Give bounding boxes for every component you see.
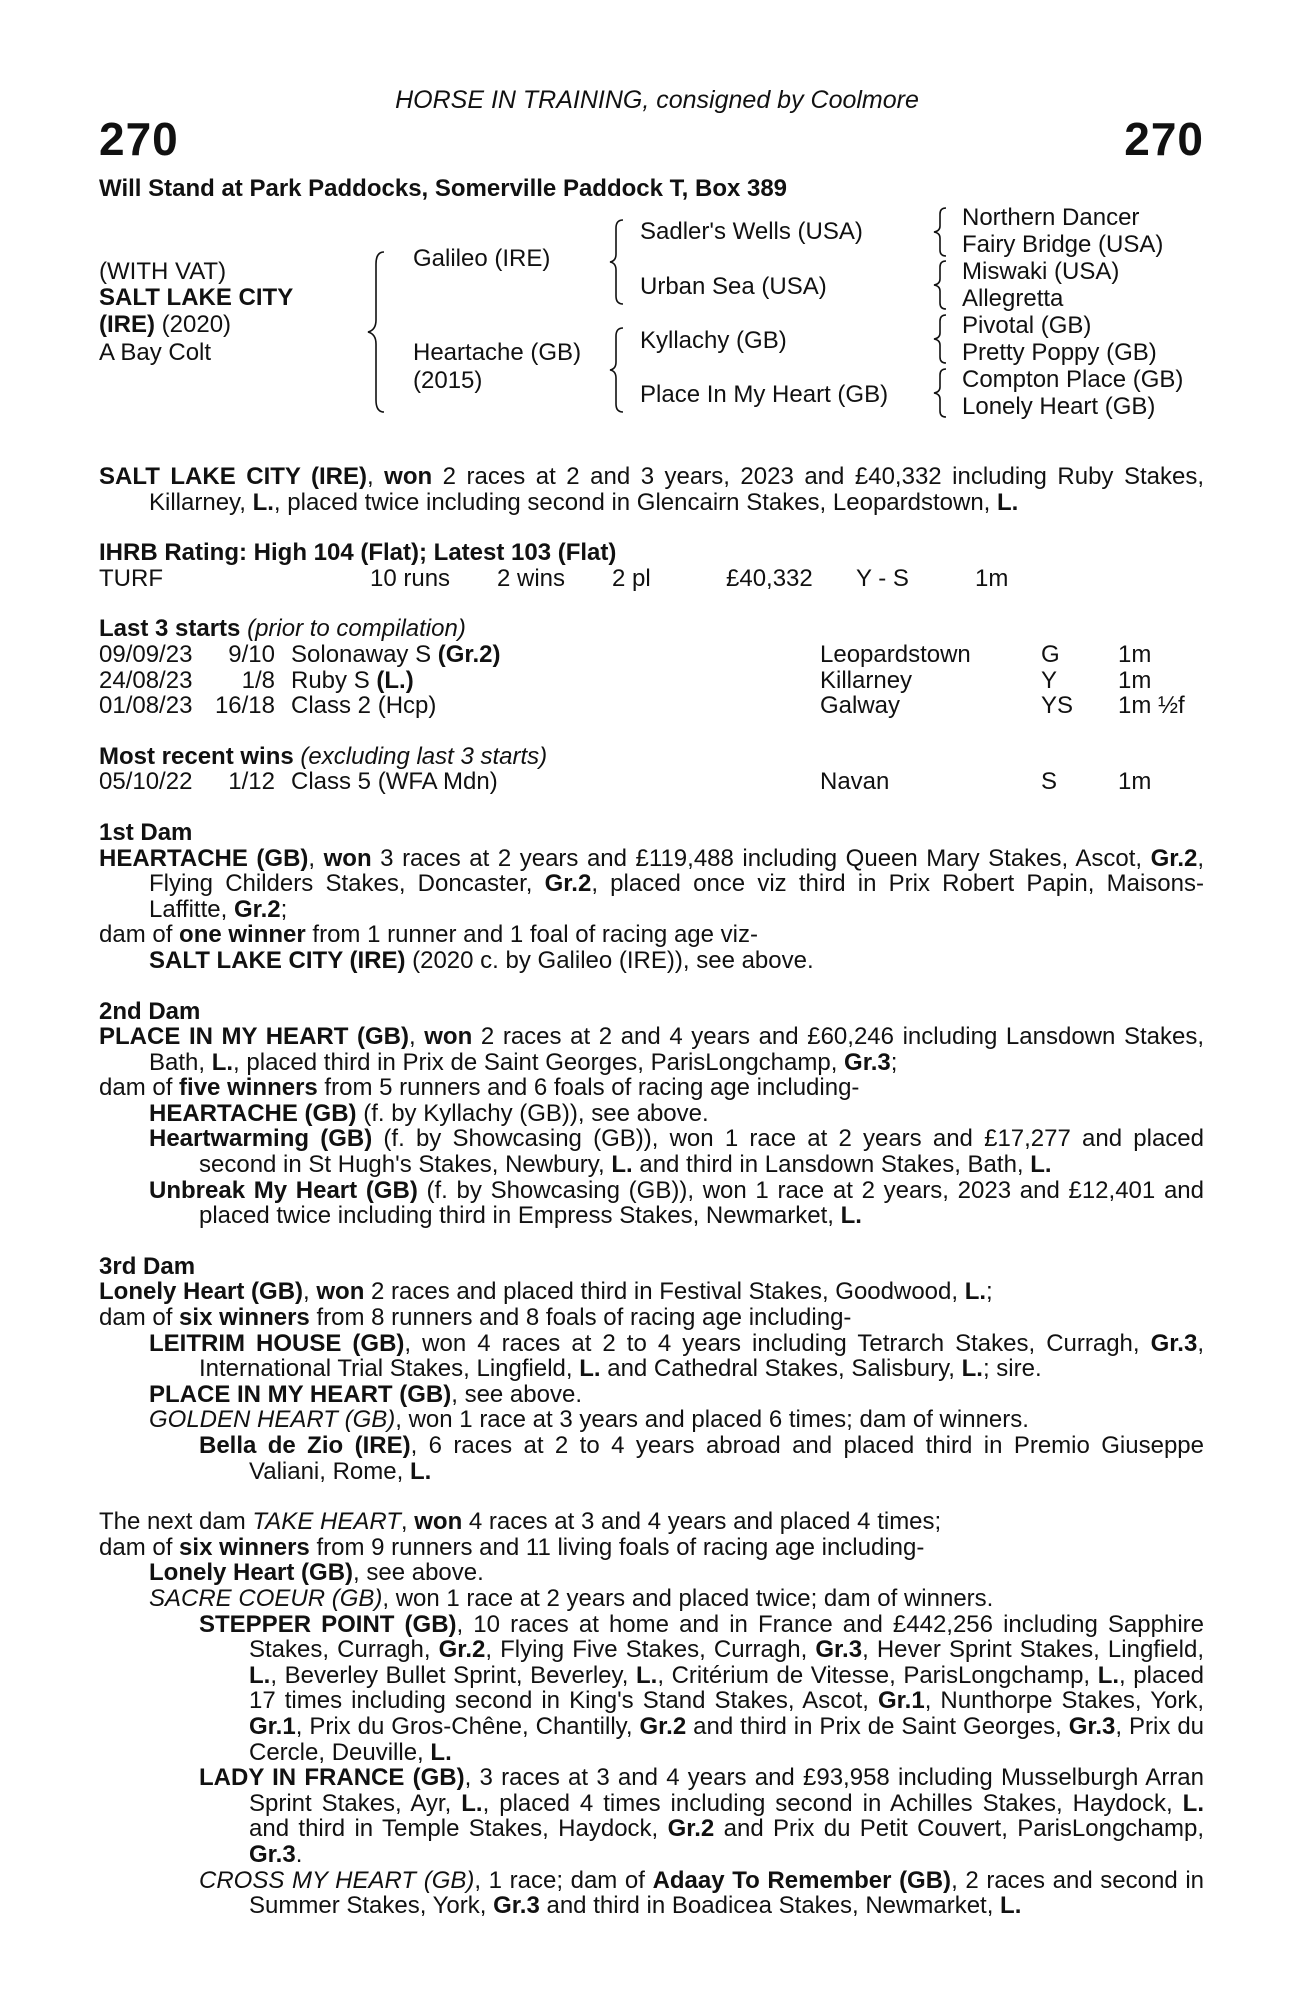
consigned-line: HORSE IN TRAINING, consigned by Coolmore — [395, 86, 919, 114]
won-label: won — [316, 1278, 365, 1306]
grade-label: Gr.2 — [544, 870, 592, 898]
grade-label: Gr.1 — [878, 1687, 925, 1715]
win-position: 1/12 — [228, 768, 275, 796]
record-text: 3 races at 2 years and £119,488 including Queen Mary Stakes, Ascot, — [371, 844, 1151, 872]
gen3-ancestor: Pretty Poppy (GB) — [962, 339, 1157, 366]
sire-name: Galileo (IRE) — [413, 245, 551, 272]
horse-name-line2 — [99, 311, 231, 339]
vat-label: (WITH VAT) — [99, 258, 227, 285]
win-date: 05/10/22 — [99, 768, 193, 796]
brace-g3-2 — [932, 259, 950, 311]
next-dam-produce — [99, 1535, 1204, 1561]
grade-label: Gr.3 — [1068, 1712, 1116, 1740]
won-label: won — [414, 1508, 463, 1536]
next-dam-grandchild — [99, 1765, 1204, 1867]
grandchild-text: and third in Boadicea Stakes, Newmarket, — [539, 1892, 1001, 1920]
next-dam-record — [99, 1509, 1204, 1535]
grandchild-text: , Beverley Bullet Sprint, Beverley, — [270, 1661, 636, 1689]
recent-title: Most recent wins — [99, 742, 294, 770]
grade-label: Gr.2 — [639, 1712, 687, 1740]
produce-text: from 9 runners and 11 living foals of racing age including- — [309, 1533, 925, 1561]
gen3-ancestor: Pivotal (GB) — [962, 312, 1092, 339]
listed-label: L. — [579, 1355, 601, 1383]
grandchild-text: , 2 races and second in Summer Stakes, York, — [249, 1866, 1205, 1920]
start-going: G — [1041, 640, 1060, 668]
race-name: Ruby S — [291, 666, 377, 694]
grandchild-text: , Nunthorpe Stakes, York, — [924, 1687, 1205, 1715]
start-date: 24/08/23 — [99, 666, 193, 694]
win-course: Navan — [820, 768, 890, 796]
second-dam-record: PLACE IN MY HEART (GB), won 2 races at 2 and 4 years and £60,246 including Lansdown Stakes, Bath, L., placed third in Prix de Saint Georges, ParisLongchamp, Gr.3; — [99, 1023, 1204, 1076]
listed-label: L. — [611, 1151, 633, 1179]
start-date: 09/09/23 — [99, 640, 193, 668]
horse-description: A Bay Colt — [99, 339, 212, 366]
rating-distance: 1m — [975, 564, 1009, 592]
grade-label: Gr.3 — [493, 1892, 540, 1920]
summary-text: 2 races at 2 and 3 years, 2023 and £40,332 including Ruby Stakes, Killarney, — [149, 463, 1204, 516]
grandchild-text: , Prix du Gros-Chêne, Chantilly, — [295, 1712, 640, 1740]
third-dam-heading: 3rd Dam — [99, 1252, 196, 1280]
race-name: Solonaway S — [291, 640, 438, 668]
listed-label: L. — [964, 1278, 987, 1306]
win-going: S — [1041, 768, 1058, 796]
listed-label: L. — [1182, 1789, 1204, 1817]
child-name: Lonely Heart (GB) — [149, 1559, 354, 1587]
child-text: (f. by Showcasing (GB)), won 1 race at 2 years, 2023 and £12,401 and placed twice including third in Empress Stakes, Newmarket, — [199, 1176, 1204, 1230]
sire-dam: Urban Sea (USA) — [640, 273, 827, 300]
listed-label: L. — [409, 1457, 432, 1485]
brace-dam — [608, 326, 628, 414]
gen3-ancestor: Allegretta — [962, 285, 1064, 312]
winners-count: five winners — [179, 1074, 318, 1102]
second-dam-produce — [99, 1075, 1204, 1101]
start-row — [99, 668, 1204, 694]
listed-label: L. — [961, 1355, 983, 1383]
brace-g3-3 — [932, 313, 950, 365]
child-text: (f. by Showcasing (GB)), won 1 race at 2 years and £17,277 and placed second in St Hugh's Stakes, Newbury, — [199, 1125, 1205, 1179]
listed-label: L. — [1030, 1151, 1052, 1179]
child-text: , International Trial Stakes, Lingfield, — [199, 1329, 1204, 1383]
race-grade: (Gr.2) — [437, 640, 501, 668]
record-text: ; — [280, 895, 288, 923]
last3-heading — [99, 616, 1204, 642]
great-grandchild-name: Adaay To Remember (GB) — [652, 1866, 952, 1894]
grandchild-text: , Critérium de Vitesse, ParisLongchamp, — [657, 1661, 1098, 1689]
record-text: , placed once viz third in Prix Robert Papin, Maisons-Laffitte, — [149, 870, 1204, 923]
grandchild-name: CROSS MY HEART (GB) — [199, 1866, 475, 1894]
dam-name: Lonely Heart (GB) — [99, 1278, 304, 1306]
record-text: 2 races and placed third in Festival Stakes, Goodwood, — [364, 1278, 965, 1306]
start-distance: 1m — [1118, 640, 1152, 668]
start-going: Y — [1041, 666, 1058, 694]
produce-text: dam of — [99, 1074, 180, 1102]
grandchild-text: . — [295, 1840, 303, 1868]
produce-text: dam of — [99, 1533, 180, 1561]
winners-count: one winner — [179, 921, 306, 949]
grandchild-name: LADY IN FRANCE (GB) — [199, 1764, 465, 1792]
listed-label: L. — [249, 1661, 271, 1689]
win-race: Class 5 (WFA Mdn) — [291, 768, 498, 796]
start-race: Class 2 (Hcp) — [291, 692, 437, 720]
grade-label: Gr.3 — [1150, 1329, 1198, 1357]
grandchild-text: , placed 17 times including second in King's Stand Stakes, Ascot, — [249, 1661, 1205, 1715]
listed-label: L. — [1097, 1661, 1120, 1689]
child-name: Unbreak My Heart (GB) — [149, 1176, 418, 1204]
start-going: YS — [1041, 692, 1074, 720]
first-dam-produce — [99, 922, 1204, 948]
second-dam-child — [99, 1101, 1204, 1127]
grade-label: Gr.1 — [249, 1712, 296, 1740]
listed-label: L. — [430, 1738, 452, 1766]
won-label: won — [323, 844, 372, 872]
summary-horse-name: SALT LAKE CITY (IRE) — [99, 463, 367, 490]
dam-name: TAKE HEART — [252, 1508, 401, 1536]
recent-note: (excluding last 3 starts) — [300, 742, 548, 770]
second-dam-child — [99, 1126, 1204, 1177]
second-dam-child — [99, 1178, 1204, 1229]
dam-year: (2015) — [413, 367, 483, 394]
third-dam-child — [99, 1407, 1204, 1433]
record-text: , Flying Childers Stakes, Doncaster, — [149, 844, 1205, 898]
horse-year: (2020) — [161, 311, 232, 338]
start-course: Galway — [820, 692, 901, 720]
lot-number-right: 270 — [1124, 113, 1204, 165]
child-text: ; sire. — [982, 1355, 1042, 1383]
horse-summary: SALT LAKE CITY (IRE), won 2 races at 2 and 3 years, 2023 and £40,332 including Ruby Stakes, Killarney, L., placed twice including second in Glencairn Stakes, Leopardstown, L. — [99, 463, 1204, 516]
record-text: ; — [890, 1048, 898, 1076]
rating-heading: IHRB Rating: High 104 (Flat); Latest 103 (Flat) — [99, 539, 617, 567]
first-dam-heading: 1st Dam — [99, 818, 193, 846]
stand-line: Will Stand at Park Paddocks, Somerville Paddock T, Box 389 — [99, 175, 788, 202]
child-text: , won 1 race at 3 years and placed 6 times; dam of winners. — [395, 1406, 1029, 1434]
brace-gen1 — [366, 250, 390, 414]
race-grade: (L.) — [376, 666, 414, 694]
listed-label: L. — [840, 1202, 862, 1230]
grandchild-text: , Prix du Cercle, Deuville, — [249, 1712, 1205, 1766]
rating-wins: 2 wins — [497, 564, 566, 592]
win-row — [99, 769, 1204, 795]
grade-label: Gr.2 — [438, 1636, 486, 1664]
grade-label: Gr.3 — [815, 1636, 863, 1664]
start-distance: 1m ½f — [1118, 692, 1185, 720]
record-text: The next dam — [99, 1508, 253, 1536]
third-dam-child — [99, 1382, 1204, 1408]
third-dam-child — [99, 1331, 1204, 1382]
dam-name: PLACE IN MY HEART (GB) — [99, 1023, 409, 1051]
rating-row — [99, 566, 1204, 592]
brace-sire — [608, 218, 628, 306]
second-dam-heading: 2nd Dam — [99, 997, 201, 1025]
grandchild-text: , 3 races at 3 and 4 years and £93,958 including Musselburgh Arran Sprint Stakes, Ayr, — [249, 1764, 1204, 1817]
start-race — [291, 642, 500, 668]
dam-name: Heartache (GB) — [413, 339, 582, 366]
start-course: Leopardstown — [820, 640, 971, 668]
grandchild-name: STEPPER POINT (GB) — [199, 1610, 457, 1638]
gen3-ancestor: Miswaki (USA) — [962, 258, 1120, 285]
produce-text: from 1 runner and 1 foal of racing age viz- — [305, 921, 758, 949]
start-course: Killarney — [820, 666, 913, 694]
third-dam-grandchild — [99, 1433, 1204, 1484]
produce-text: from 8 runners and 8 foals of racing age including- — [309, 1304, 852, 1332]
grandchild-text: , 1 race; dam of — [474, 1866, 653, 1894]
produce-text: from 5 runners and 6 foals of racing age including- — [317, 1074, 860, 1102]
listed-label: L. — [252, 488, 274, 516]
grandchild-text: , 6 races at 2 to 4 years abroad and placed third in Premio Giuseppe Valiani, Rome, — [249, 1432, 1205, 1485]
child-name: PLACE IN MY HEART (GB) — [149, 1380, 452, 1408]
child-text: (2020 c. by Galileo (IRE)), see above. — [405, 946, 814, 974]
child-text: , see above. — [353, 1559, 484, 1587]
listed-label: L. — [461, 1789, 483, 1817]
child-text: , see above. — [451, 1380, 582, 1408]
listed-label: L. — [211, 1048, 234, 1076]
child-text: and Cathedral Stakes, Salisbury, — [600, 1355, 962, 1383]
brace-g3-1 — [932, 206, 950, 258]
first-dam-child — [99, 948, 1204, 974]
child-text: and third in Lansdown Stakes, Bath, — [632, 1151, 1031, 1179]
grade-label: Gr.3 — [844, 1048, 891, 1076]
produce-text: dam of — [99, 1304, 180, 1332]
rating-surface: TURF — [99, 564, 163, 592]
gen3-ancestor: Lonely Heart (GB) — [962, 393, 1156, 420]
won-label: won — [424, 1023, 473, 1051]
first-dam-record: HEARTACHE (GB), won 3 races at 2 years and £119,488 including Queen Mary Stakes, Ascot, Gr.2, Flying Childers Stakes, Doncaster, Gr.2, placed once viz third in Prix Robert Papin, Maisons-Laffitte, Gr.2; — [99, 844, 1205, 923]
horse-country: (IRE) — [99, 311, 155, 338]
grandchild-text: , 10 races at home and in France and £442,256 including Sapphire Stakes, Curragh, — [249, 1610, 1204, 1664]
grandchild-text: and third in Temple Stakes, Haydock, — [249, 1815, 668, 1843]
grandchild-text: , Flying Five Stakes, Curragh, — [485, 1636, 816, 1664]
rating-going: Y - S — [856, 564, 909, 592]
brace-g3-4 — [932, 367, 950, 419]
last3-note: (prior to compilation) — [247, 615, 466, 643]
winners-count: six winners — [179, 1533, 310, 1561]
child-text: (f. by Kyllachy (GB)), see above. — [356, 1099, 709, 1127]
record-text: 4 races at 3 and 4 years and placed 4 times; — [462, 1508, 942, 1536]
next-dam-child — [99, 1560, 1204, 1586]
grandchild-text: , placed 4 times including second in Achilles Stakes, Haydock, — [482, 1789, 1183, 1817]
won-label: won — [384, 463, 433, 490]
child-name: SACRE COEUR (GB) — [149, 1584, 383, 1612]
next-dam-grandchild — [99, 1612, 1204, 1766]
child-text: , won 1 race at 2 years and placed twice; dam of winners. — [382, 1584, 994, 1612]
lot-number-left: 270 — [99, 113, 179, 165]
dam-name: HEARTACHE (GB) — [99, 844, 309, 872]
start-position: 16/18 — [214, 692, 275, 720]
child-name: SALT LAKE CITY (IRE) — [149, 946, 406, 974]
child-name: LEITRIM HOUSE (GB) — [149, 1329, 405, 1357]
horse-name: SALT LAKE CITY — [99, 284, 294, 311]
dam-dam: Place In My Heart (GB) — [640, 381, 889, 408]
grandchild-text: and third in Prix de Saint Georges, — [686, 1712, 1069, 1740]
grandchild-name: Bella de Zio (IRE) — [199, 1432, 411, 1459]
gen3-ancestor: Fairy Bridge (USA) — [962, 231, 1164, 258]
start-row — [99, 642, 1204, 668]
third-dam-record: Lonely Heart (GB), won 2 races and placed third in Festival Stakes, Goodwood, L.; — [99, 1278, 993, 1306]
last3-title: Last 3 starts — [99, 615, 241, 643]
grandchild-text: and Prix du Petit Couvert, ParisLongchamp, — [714, 1815, 1205, 1843]
start-date: 01/08/23 — [99, 692, 193, 720]
rating-placed: 2 pl — [612, 564, 651, 592]
winners-count: six winners — [179, 1304, 310, 1332]
start-position: 9/10 — [228, 640, 275, 668]
record-text: 2 races at 2 and 4 years and £60,246 including Lansdown Stakes, Bath, — [149, 1023, 1204, 1076]
produce-text: dam of — [99, 921, 180, 949]
rating-runs: 10 runs — [370, 564, 451, 592]
rating-earnings: £40,332 — [726, 564, 813, 592]
sire-sire: Sadler's Wells (USA) — [640, 218, 863, 245]
grade-label: Gr.2 — [667, 1815, 715, 1843]
win-distance: 1m — [1118, 768, 1152, 796]
grandchild-text: , Hever Sprint Stakes, Lingfield, — [862, 1636, 1205, 1664]
grade-label: Gr.3 — [249, 1840, 296, 1868]
listed-label: L. — [1000, 1892, 1022, 1920]
start-distance: 1m — [1118, 666, 1152, 694]
record-text: ; — [986, 1278, 993, 1306]
catalogue-body — [99, 464, 1204, 1919]
child-name: HEARTACHE (GB) — [149, 1099, 357, 1127]
child-name: Heartwarming (GB) — [149, 1125, 373, 1153]
record-text: , placed third in Prix de Saint Georges, ParisLongchamp, — [233, 1048, 845, 1076]
start-race — [291, 668, 414, 694]
next-dam-grandchild — [99, 1868, 1204, 1919]
start-position: 1/8 — [241, 666, 275, 694]
record-text: , — [400, 1508, 415, 1536]
listed-label: L. — [636, 1661, 658, 1689]
recent-wins-heading — [99, 744, 1204, 770]
next-dam-child — [99, 1586, 1204, 1612]
grade-label: Gr.2 — [233, 895, 281, 923]
third-dam-produce — [99, 1305, 1204, 1331]
child-name: GOLDEN HEART (GB) — [149, 1406, 396, 1434]
listed-label: L. — [997, 488, 1019, 516]
child-text: , won 4 races at 2 to 4 years including Tetrarch Stakes, Curragh, — [404, 1329, 1151, 1357]
gen3-ancestor: Compton Place (GB) — [962, 366, 1184, 393]
gen3-ancestor: Northern Dancer — [962, 204, 1140, 231]
grade-label: Gr.2 — [1150, 844, 1198, 872]
summary-text: , placed twice including second in Glencairn Stakes, Leopardstown, — [273, 488, 998, 516]
dam-sire: Kyllachy (GB) — [640, 327, 787, 354]
start-row — [99, 693, 1204, 719]
